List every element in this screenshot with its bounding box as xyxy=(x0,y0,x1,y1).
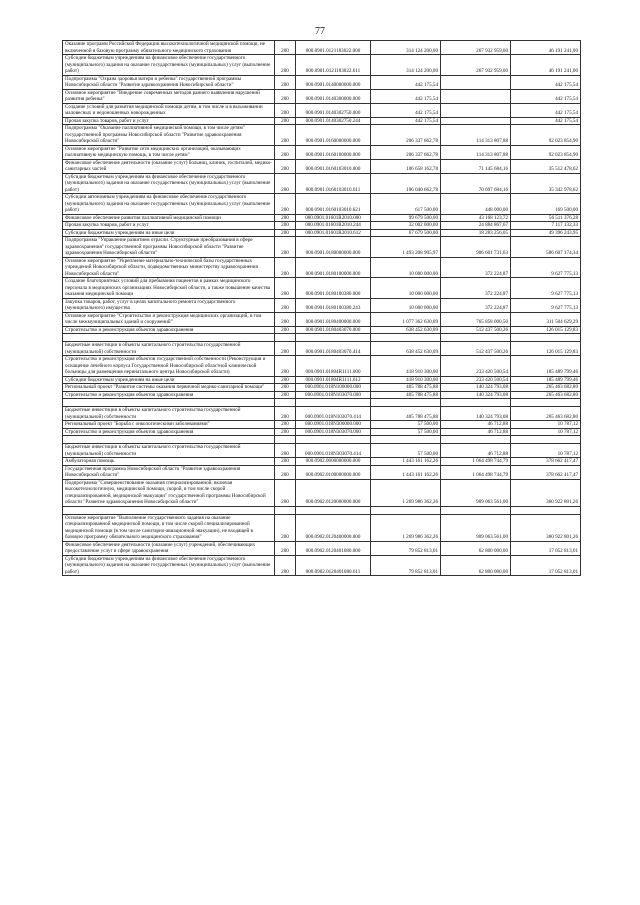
row-approved-amount-cell: 442 175,54 xyxy=(371,117,441,125)
row-classification-code-cell: 000.0901.018N103070.414 xyxy=(296,407,371,421)
row-executed-amount-cell: 70 697 684,16 xyxy=(441,173,511,194)
table-row xyxy=(63,257,581,278)
row-name-cell: Региональный проект "Развитие системы оказания первичной медико-санитарной помощи" xyxy=(63,384,275,392)
row-unexecuted-amount-cell: 56 511 376,28 xyxy=(511,214,581,222)
row-approved-amount-cell: 79 852 813,01 xyxy=(371,541,441,555)
row-unexecuted-amount-cell: 9 627 775,13 xyxy=(511,298,581,312)
row-approved-amount-cell xyxy=(371,399,441,407)
row-classification-code-cell: 000.0902.0120401080.611 xyxy=(296,555,371,576)
row-admin-code-cell: 200 xyxy=(275,125,296,146)
row-name-cell: Финансовое обеспечение деятельности (оказание услуг) больниц, клиник, госпиталей, медико-санитарных частей xyxy=(63,159,275,173)
row-admin-code-cell: 200 xyxy=(275,342,296,356)
table-row xyxy=(63,541,581,555)
row-name-cell: Строительство и реконструкция объектов государственной собственности (Реконструкция и оснащение лечебного корпуса Государственной Новосибирской областной клинической больницы для размещения перинатального центра Новосибирской области) xyxy=(63,356,275,377)
row-classification-code-cell: 000.0901.0140300000.000 xyxy=(296,89,371,103)
row-approved-amount-cell xyxy=(371,506,441,514)
table-row xyxy=(63,214,581,222)
row-name-cell: Подпрограмма "Оказание паллиативной медицинской помощи, в том числе детям" государственной программы Новосибирской области "Развитие здравоохранения Новосибирской области" xyxy=(63,125,275,146)
row-approved-amount-cell: 32 002 000,00 xyxy=(371,222,441,230)
row-classification-code-cell: 000.0901.0180403070.000 xyxy=(296,326,371,334)
row-approved-amount-cell: 405 788 475,88 xyxy=(371,384,441,392)
row-admin-code-cell: 200 xyxy=(275,444,296,458)
row-executed-amount-cell xyxy=(441,436,511,444)
row-classification-code-cell: 000.0902.0120401080.000 xyxy=(296,541,371,555)
table-row xyxy=(63,444,581,458)
budget-table xyxy=(62,40,581,576)
row-admin-code-cell: 200 xyxy=(275,194,296,215)
row-admin-code-cell: 200 xyxy=(275,326,296,334)
table-row xyxy=(63,376,581,384)
table-row xyxy=(63,145,581,159)
row-unexecuted-amount-cell xyxy=(511,334,581,342)
row-classification-code-cell: 000.0901.0180100000.000 xyxy=(296,257,371,278)
row-classification-code-cell: 000.0901.0160000000.000 xyxy=(296,125,371,146)
row-unexecuted-amount-cell: 9 627 775,13 xyxy=(511,278,581,299)
row-unexecuted-amount-cell: 17 052 813,01 xyxy=(511,541,581,555)
row-admin-code-cell: 200 xyxy=(275,55,296,76)
row-admin-code-cell: 200 xyxy=(275,376,296,384)
row-executed-amount-cell: 906 601 731,63 xyxy=(441,237,511,258)
row-executed-amount-cell xyxy=(441,103,511,117)
row-executed-amount-cell: 372 224,87 xyxy=(441,278,511,299)
row-executed-amount-cell: 909 063 561,00 xyxy=(441,514,511,541)
row-executed-amount-cell: 1 064 498 744,79 xyxy=(441,465,511,479)
row-classification-code-cell: 000.0901.0140302750.000 xyxy=(296,103,371,117)
row-unexecuted-amount-cell: 360 922 801,26 xyxy=(511,479,581,506)
row-name-cell: Основное мероприятие "Строительство и реконструкция медицинских организаций, в том числе межмуниципальных зданий и сооружений" xyxy=(63,312,275,326)
table-row xyxy=(63,173,581,194)
table-row xyxy=(63,41,581,55)
row-approved-amount-cell: 57 500,00 xyxy=(371,421,441,429)
row-unexecuted-amount-cell: 92 023 854,90 xyxy=(511,125,581,146)
row-admin-code-cell: 200 xyxy=(275,214,296,222)
row-name-cell: Закупка товаров, работ, услуг в целях капитального ремонта государственного (муниципального) имущества xyxy=(63,298,275,312)
row-approved-amount-cell: 418 910 300,00 xyxy=(371,376,441,384)
row-executed-amount-cell: 512 437 500,26 xyxy=(441,326,511,334)
table-row xyxy=(63,326,581,334)
row-executed-amount-cell: 448 000,00 xyxy=(441,194,511,215)
row-name-cell: Субсидии бюджетным учреждениям на иные цели xyxy=(63,376,275,384)
row-unexecuted-amount-cell: 10 787,12 xyxy=(511,421,581,429)
row-approved-amount-cell: 1 443 161 162,26 xyxy=(371,465,441,479)
row-approved-amount-cell: 1 443 161 162,26 xyxy=(371,458,441,466)
row-executed-amount-cell xyxy=(441,399,511,407)
row-admin-code-cell: 200 xyxy=(275,159,296,173)
row-approved-amount-cell: 206 337 662,78 xyxy=(371,145,441,159)
row-admin-code-cell xyxy=(275,334,296,342)
table-body xyxy=(63,41,581,576)
row-name-cell: Основное мероприятие "Развитие сети медицинских организаций, оказывающих паллиативную медицинскую помощь, в том числе детям" xyxy=(63,145,275,159)
row-name-cell: Создание благоприятных условий для пребывания пациентов в рамках медицинского персонала в медицинских организациях Новосибирской области, а также повышение качества оказания медицинской помощи xyxy=(63,278,275,299)
row-name-cell: Строительство и реконструкция объектов здравоохранения xyxy=(63,391,275,399)
row-approved-amount-cell: 314 124 200,00 xyxy=(371,55,441,76)
row-unexecuted-amount-cell: 92 023 854,90 xyxy=(511,145,581,159)
table-row xyxy=(63,399,581,407)
row-classification-code-cell: 000.0901.0160103010.621 xyxy=(296,194,371,215)
row-approved-amount-cell: 1 077 362 630,09 xyxy=(371,312,441,326)
row-unexecuted-amount-cell: 35 512 478,62 xyxy=(511,159,581,173)
row-name-cell: Бюджетные инвестиции в объекты капитального строительства государственной (муниципальной) собственности xyxy=(63,407,275,421)
row-unexecuted-amount-cell: 126 015 129,83 xyxy=(511,326,581,334)
row-approved-amount-cell: 314 124 200,00 xyxy=(371,41,441,55)
row-admin-code-cell: 200 xyxy=(275,407,296,421)
row-executed-amount-cell xyxy=(441,334,511,342)
row-name-cell: Основное мероприятие "Укрепление материально-технической базы государственных учреждений Новосибирской области, подведомственных министерству здравоохранения Новосибирской области" xyxy=(63,257,275,278)
row-executed-amount-cell: 233 420 500,54 xyxy=(441,376,511,384)
row-executed-amount-cell: 46 712,88 xyxy=(441,421,511,429)
row-classification-code-cell: 000.0901.0160100000.000 xyxy=(296,145,371,159)
table-row xyxy=(63,506,581,514)
row-approved-amount-cell: 99 679 500,00 xyxy=(371,214,441,222)
row-classification-code-cell: 000.0901.018N300000.000 xyxy=(296,421,371,429)
row-unexecuted-amount-cell xyxy=(511,506,581,514)
row-admin-code-cell: 200 xyxy=(275,173,296,194)
row-unexecuted-amount-cell: 586 607 174,34 xyxy=(511,237,581,258)
row-admin-code-cell: 200 xyxy=(275,428,296,436)
row-classification-code-cell: 000.0901.0121183022.611 xyxy=(296,55,371,76)
row-classification-code-cell: 000.0901.01601R2010.244 xyxy=(296,222,371,230)
row-classification-code-cell: 000.0901.0180403070.414 xyxy=(296,342,371,356)
row-executed-amount-cell xyxy=(441,506,511,514)
row-unexecuted-amount-cell: 311 504 629,29 xyxy=(511,312,581,326)
row-unexecuted-amount-cell: 378 662 417,47 xyxy=(511,465,581,479)
row-admin-code-cell: 200 xyxy=(275,391,296,399)
table-row xyxy=(63,229,581,237)
row-classification-code-cell: 000.0901.018N303070.000 xyxy=(296,428,371,436)
row-unexecuted-amount-cell: 360 922 801,26 xyxy=(511,514,581,541)
row-classification-code-cell xyxy=(296,334,371,342)
row-executed-amount-cell: 46 712,88 xyxy=(441,428,511,436)
row-admin-code-cell: 200 xyxy=(275,278,296,299)
row-approved-amount-cell: 638 452 630,09 xyxy=(371,342,441,356)
row-classification-code-cell: 000.0901.0180100380.243 xyxy=(296,298,371,312)
row-name-cell: Создание условий для развития медицинской помощи детям, в том числе и в выхаживании маловесных и недоношенных новорожденных xyxy=(63,103,275,117)
row-name-cell xyxy=(63,436,275,444)
row-unexecuted-amount-cell: 46 191 241,00 xyxy=(511,55,581,76)
row-classification-code-cell: 000.0901.01804R1111.000 xyxy=(296,356,371,377)
row-executed-amount-cell: 267 932 959,00 xyxy=(441,55,511,76)
row-classification-code-cell: 000.0901.0160103010.611 xyxy=(296,173,371,194)
row-classification-code-cell: 000.0902.0100000000.000 xyxy=(296,465,371,479)
row-unexecuted-amount-cell: 126 015 129,83 xyxy=(511,342,581,356)
row-approved-amount-cell: 617 500,00 xyxy=(371,194,441,215)
row-approved-amount-cell: 418 910 300,00 xyxy=(371,356,441,377)
row-admin-code-cell: 200 xyxy=(275,89,296,103)
row-admin-code-cell: 200 xyxy=(275,222,296,230)
table-row xyxy=(63,55,581,76)
row-executed-amount-cell: 46 712,88 xyxy=(441,444,511,458)
row-admin-code-cell: 200 xyxy=(275,312,296,326)
row-approved-amount-cell: 106 658 162,78 xyxy=(371,159,441,173)
row-approved-amount-cell: 10 000 000,00 xyxy=(371,278,441,299)
row-classification-code-cell: 000.0901.0180000000.000 xyxy=(296,237,371,258)
table-row xyxy=(63,278,581,299)
table-row xyxy=(63,356,581,377)
row-approved-amount-cell: 1 493 208 905,97 xyxy=(371,237,441,258)
row-executed-amount-cell: 140 324 793,08 xyxy=(441,384,511,392)
row-name-cell: Бюджетные инвестиции в объекты капитального строительства государственной (муниципальной) собственности xyxy=(63,444,275,458)
row-name-cell: Субсидии бюджетным учреждениям на иные цели xyxy=(63,229,275,237)
row-name-cell xyxy=(63,399,275,407)
row-name-cell: Подпрограмма "Совершенствование оказания специализированной, включая высокотехнологичную, медицинской помощи, скорой, в том числе скорой специализированной, медицинской эвакуации" государственной программы Новосибирской области "Развитие здравоохранения Новосибирской области" xyxy=(63,479,275,506)
row-name-cell: Подпрограмма "Охрана здоровья матери и ребенка" государственной программы Новосибирской области "Развитие здравоохранения Новосибирской области" xyxy=(63,75,275,89)
row-name-cell: Бюджетные инвестиции в объекты капитального строительства государственной (муниципальной) собственности xyxy=(63,342,275,356)
row-executed-amount-cell: 372 224,87 xyxy=(441,298,511,312)
row-unexecuted-amount-cell: 442 175,54 xyxy=(511,75,581,89)
table-row xyxy=(63,342,581,356)
row-approved-amount-cell: 79 852 813,01 xyxy=(371,555,441,576)
row-approved-amount-cell xyxy=(371,436,441,444)
table-row xyxy=(63,334,581,342)
row-unexecuted-amount-cell: 185 489 799,46 xyxy=(511,376,581,384)
row-unexecuted-amount-cell: 10 787,12 xyxy=(511,444,581,458)
row-name-cell: Субсидии бюджетным учреждениям на финансовое обеспечение государственного (муниципального) задания на оказание государственных (муниципальных) услуг (выполнение работ) xyxy=(63,555,275,576)
row-admin-code-cell: 200 xyxy=(275,103,296,117)
row-classification-code-cell: 000.0901.018N103070.000 xyxy=(296,391,371,399)
row-approved-amount-cell: 67 679 500,00 xyxy=(371,229,441,237)
row-approved-amount-cell: 1 269 986 362,26 xyxy=(371,514,441,541)
row-unexecuted-amount-cell: 378 662 417,47 xyxy=(511,458,581,466)
page-number: 77 xyxy=(315,26,325,37)
row-admin-code-cell xyxy=(275,436,296,444)
table-row xyxy=(63,117,581,125)
table-row xyxy=(63,89,581,103)
row-executed-amount-cell: 372 224,87 xyxy=(441,257,511,278)
row-classification-code-cell: 000.0901.0160103010.000 xyxy=(296,159,371,173)
row-name-cell: Основное мероприятие "Внедрение современных методов раннего выявления нарушений развития ребенка" xyxy=(63,89,275,103)
row-approved-amount-cell: 442 175,54 xyxy=(371,75,441,89)
row-admin-code-cell: 200 xyxy=(275,465,296,479)
table-row xyxy=(63,479,581,506)
row-executed-amount-cell: 267 932 959,00 xyxy=(441,41,511,55)
row-name-cell: Оказание программ Российской Федерации высокотехнологичной медицинской помощи, не включенной в базовую программу обязательного медицинского страхования xyxy=(63,41,275,55)
row-approved-amount-cell: 442 175,54 xyxy=(371,103,441,117)
table-row xyxy=(63,312,581,326)
row-classification-code-cell xyxy=(296,506,371,514)
row-executed-amount-cell xyxy=(441,89,511,103)
table-row xyxy=(63,391,581,399)
table-row xyxy=(63,458,581,466)
row-unexecuted-amount-cell xyxy=(511,399,581,407)
row-classification-code-cell: 000.0901.018N100000.000 xyxy=(296,384,371,392)
row-executed-amount-cell: 1 064 498 744,79 xyxy=(441,458,511,466)
row-classification-code-cell: 000.0901.0180100380.000 xyxy=(296,278,371,299)
row-name-cell xyxy=(63,334,275,342)
row-classification-code-cell: 000.0901.0121183022.000 xyxy=(296,41,371,55)
row-name-cell: Финансовое обеспечение развития паллиативной медицинской помощи xyxy=(63,214,275,222)
row-approved-amount-cell: 405 788 475,88 xyxy=(371,391,441,399)
row-admin-code-cell: 200 xyxy=(275,75,296,89)
row-approved-amount-cell: 10 000 000,00 xyxy=(371,298,441,312)
row-approved-amount-cell: 442 175,54 xyxy=(371,89,441,103)
row-executed-amount-cell: 909 063 561,00 xyxy=(441,479,511,506)
row-admin-code-cell: 200 xyxy=(275,237,296,258)
row-executed-amount-cell: 140 324 793,08 xyxy=(441,391,511,399)
row-name-cell: Субсидии бюджетным учреждениям на финансовое обеспечение государственного (муниципального) задания на оказание государственных (муниципальных) услуг (выполнение работ) xyxy=(63,55,275,76)
row-unexecuted-amount-cell: 442 175,54 xyxy=(511,89,581,103)
row-admin-code-cell: 200 xyxy=(275,298,296,312)
row-admin-code-cell: 200 xyxy=(275,421,296,429)
row-approved-amount-cell: 206 337 662,78 xyxy=(371,125,441,146)
table-row xyxy=(63,75,581,89)
row-classification-code-cell: 000.0901.01804R1111.612 xyxy=(296,376,371,384)
table-row xyxy=(63,407,581,421)
row-admin-code-cell: 200 xyxy=(275,117,296,125)
row-unexecuted-amount-cell: 185 489 799,46 xyxy=(511,356,581,377)
table-row xyxy=(63,222,581,230)
row-classification-code-cell: 000.0901.0180400000.000 xyxy=(296,312,371,326)
row-classification-code-cell: 000.0901.01601R2010.612 xyxy=(296,229,371,237)
row-admin-code-cell: 200 xyxy=(275,41,296,55)
row-executed-amount-cell xyxy=(441,75,511,89)
row-approved-amount-cell: 638 452 630,09 xyxy=(371,326,441,334)
row-unexecuted-amount-cell: 442 175,54 xyxy=(511,117,581,125)
row-approved-amount-cell: 106 040 662,78 xyxy=(371,173,441,194)
table-row xyxy=(63,514,581,541)
row-name-cell xyxy=(63,506,275,514)
row-unexecuted-amount-cell: 7 117 132,33 xyxy=(511,222,581,230)
row-unexecuted-amount-cell: 265 463 682,80 xyxy=(511,384,581,392)
row-executed-amount-cell: 71 145 684,16 xyxy=(441,159,511,173)
row-name-cell: Прочая закупка товаров, работ и услуг xyxy=(63,117,275,125)
row-name-cell: Основное мероприятие "Выполнение государственного задания на оказание специализированной медицинской помощи, в том числе скорой специализированной медицинской помощи (в том числе санитарно-авиационной эвакуации), не входящей в базовую программу обязательного медицинского страхования" xyxy=(63,514,275,541)
row-classification-code-cell: 000.0902.0120400000.000 xyxy=(296,514,371,541)
row-executed-amount-cell: 62 800 000,00 xyxy=(441,555,511,576)
row-admin-code-cell: 200 xyxy=(275,356,296,377)
row-admin-code-cell: 200 xyxy=(275,384,296,392)
row-name-cell: Субсидии бюджетным учреждениям на финансовое обеспечение государственного (муниципального) задания на оказание государственных (муниципальных) услуг (выполнение работ) xyxy=(63,173,275,194)
row-approved-amount-cell xyxy=(371,334,441,342)
row-unexecuted-amount-cell: 442 175,54 xyxy=(511,103,581,117)
row-classification-code-cell xyxy=(296,436,371,444)
table-row xyxy=(63,103,581,117)
row-classification-code-cell xyxy=(296,399,371,407)
table-row xyxy=(63,421,581,429)
row-name-cell: Подпрограмма "Управление развитием отрасли. Структурные преобразования в сфере здравоохранения" государственной программы Новосибирской области "Развитие здравоохранения Новосибирской области" xyxy=(63,237,275,258)
row-admin-code-cell: 200 xyxy=(275,514,296,541)
row-executed-amount-cell: 114 313 807,88 xyxy=(441,125,511,146)
table-row xyxy=(63,237,581,258)
row-admin-code-cell: 200 xyxy=(275,479,296,506)
row-executed-amount-cell: 114 313 807,88 xyxy=(441,145,511,159)
row-unexecuted-amount-cell: 265 463 682,80 xyxy=(511,391,581,399)
row-unexecuted-amount-cell: 49 396 243,95 xyxy=(511,229,581,237)
row-classification-code-cell: 000.0901.018N303070.414 xyxy=(296,444,371,458)
row-classification-code-cell: 000.0901.01601R2010.000 xyxy=(296,214,371,222)
row-name-cell: Строительство и реконструкция объектов здравоохранения xyxy=(63,428,275,436)
row-admin-code-cell: 200 xyxy=(275,458,296,466)
row-classification-code-cell: 000.0902.0000000000.000 xyxy=(296,458,371,466)
row-approved-amount-cell: 10 000 000,00 xyxy=(371,257,441,278)
row-name-cell: Субсидии автономным учреждениям на финансовое обеспечение государственного (муниципального) задания на оказание государственных (муниципальных) услуг (выполнение работ) xyxy=(63,194,275,215)
row-classification-code-cell: 000.0901.0140000000.000 xyxy=(296,75,371,89)
row-name-cell: Амбулаторная помощь xyxy=(63,458,275,466)
row-executed-amount-cell xyxy=(441,117,511,125)
row-classification-code-cell: 000.0902.0120000000.000 xyxy=(296,479,371,506)
table-row xyxy=(63,384,581,392)
row-executed-amount-cell: 43 168 123,72 xyxy=(441,214,511,222)
row-approved-amount-cell: 57 500,00 xyxy=(371,444,441,458)
row-admin-code-cell xyxy=(275,399,296,407)
row-approved-amount-cell: 57 500,00 xyxy=(371,428,441,436)
row-unexecuted-amount-cell: 10 787,12 xyxy=(511,428,581,436)
row-admin-code-cell: 200 xyxy=(275,541,296,555)
row-unexecuted-amount-cell: 265 463 682,80 xyxy=(511,407,581,421)
row-executed-amount-cell: 18 283 256,05 xyxy=(441,229,511,237)
row-admin-code-cell: 200 xyxy=(275,257,296,278)
table-row xyxy=(63,125,581,146)
row-admin-code-cell: 200 xyxy=(275,145,296,159)
table-row xyxy=(63,194,581,215)
row-executed-amount-cell: 512 437 500,26 xyxy=(441,342,511,356)
row-name-cell: Государственная программа Новосибирской области "Развитие здравоохранения Новосибирской области" xyxy=(63,465,275,479)
row-name-cell: Строительство и реконструкция объектов здравоохранения xyxy=(63,326,275,334)
row-unexecuted-amount-cell xyxy=(511,436,581,444)
row-approved-amount-cell: 405 788 475,88 xyxy=(371,407,441,421)
row-unexecuted-amount-cell: 35 342 978,62 xyxy=(511,173,581,194)
table-row xyxy=(63,555,581,576)
table-row xyxy=(63,159,581,173)
row-admin-code-cell xyxy=(275,506,296,514)
table-row xyxy=(63,428,581,436)
row-unexecuted-amount-cell: 9 627 775,13 xyxy=(511,257,581,278)
table-row xyxy=(63,298,581,312)
row-unexecuted-amount-cell: 17 052 813,01 xyxy=(511,555,581,576)
row-admin-code-cell: 200 xyxy=(275,229,296,237)
row-classification-code-cell: 000.0901.0140302750.244 xyxy=(296,117,371,125)
row-name-cell: Региональный проект "Борьба с онкологическими заболеваниями" xyxy=(63,421,275,429)
row-executed-amount-cell: 24 884 867,67 xyxy=(441,222,511,230)
row-unexecuted-amount-cell: 169 500,00 xyxy=(511,194,581,215)
table-row xyxy=(63,465,581,479)
row-name-cell: Прочая закупка товаров, работ и услуг xyxy=(63,222,275,230)
row-approved-amount-cell: 1 269 986 362,26 xyxy=(371,479,441,506)
row-name-cell: Финансовое обеспечение деятельности (оказание услуг) учреждений, обеспечивающих предоставление услуг в сфере здравоохранения xyxy=(63,541,275,555)
table-row xyxy=(63,436,581,444)
row-executed-amount-cell: 140 324 793,08 xyxy=(441,407,511,421)
row-executed-amount-cell: 233 420 500,54 xyxy=(441,356,511,377)
row-unexecuted-amount-cell: 46 191 241,00 xyxy=(511,41,581,55)
row-admin-code-cell: 200 xyxy=(275,555,296,576)
row-executed-amount-cell: 62 800 000,00 xyxy=(441,541,511,555)
row-executed-amount-cell: 765 858 000,50 xyxy=(441,312,511,326)
